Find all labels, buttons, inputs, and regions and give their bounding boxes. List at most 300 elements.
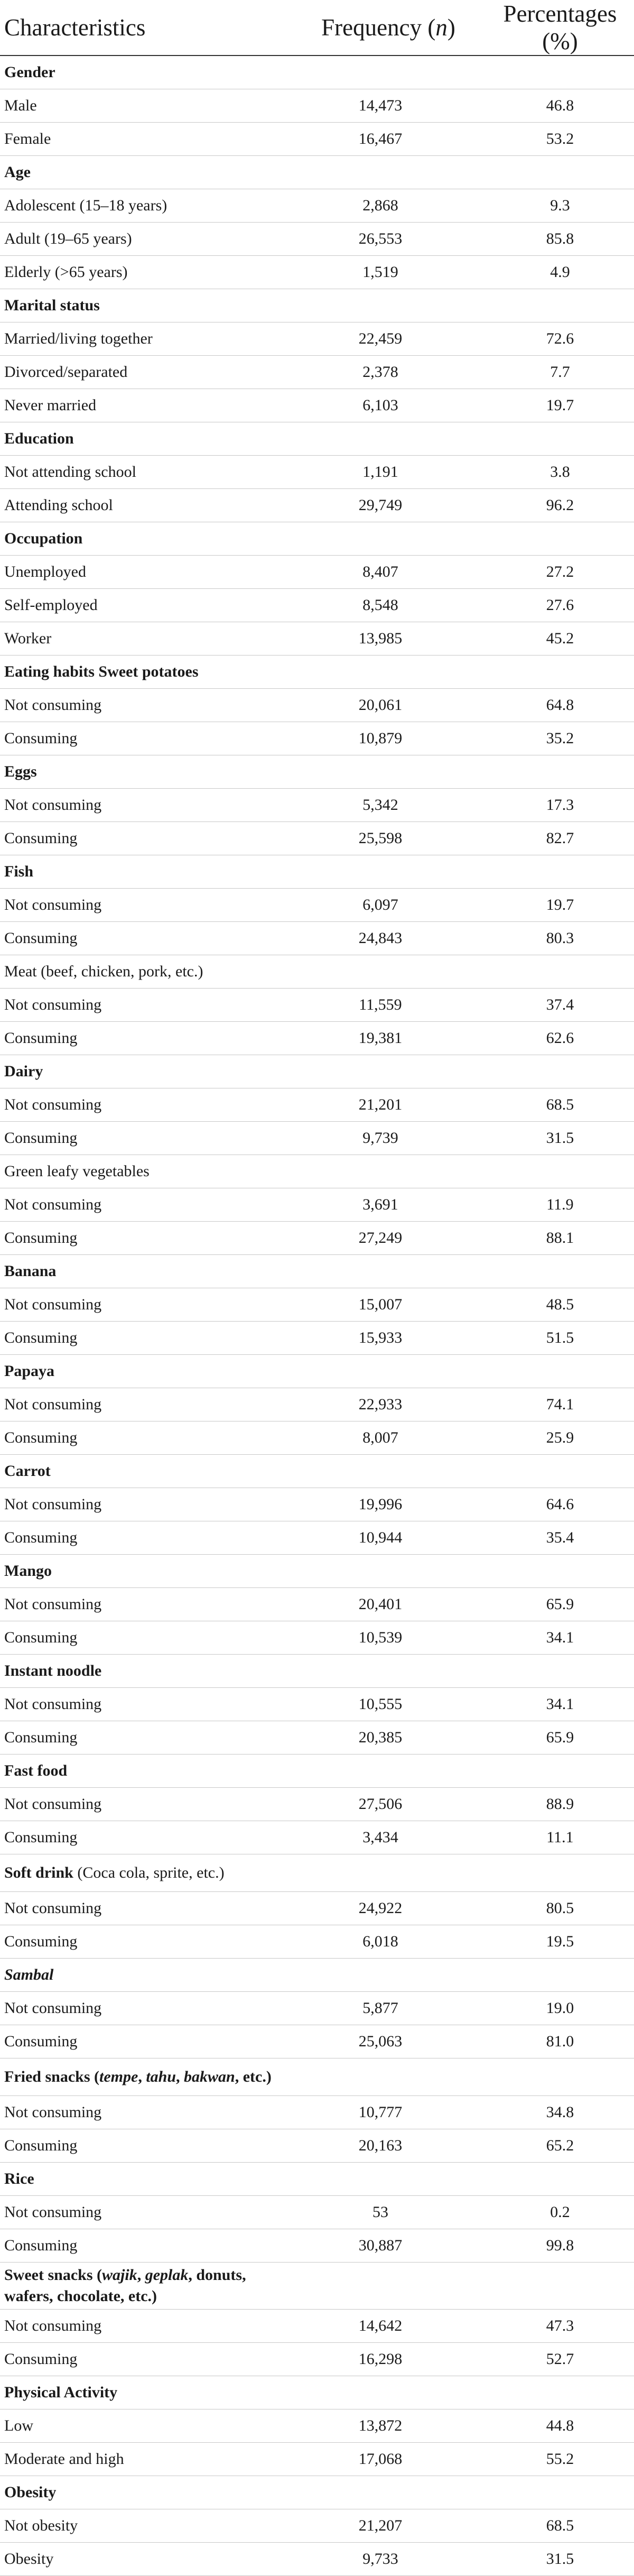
- percentage-cell: [465, 1854, 634, 1892]
- row-label: Consuming: [0, 722, 280, 755]
- header-percentages: Percentages (%): [465, 0, 634, 56]
- percentage-cell: 74.1: [465, 1388, 634, 1421]
- table-row: [0, 1992, 634, 2025]
- frequency-cell: 10,879: [280, 722, 465, 755]
- row-label: Not consuming: [0, 1388, 280, 1421]
- section-label: Dairy: [0, 1055, 280, 1088]
- section-header-row: [0, 2058, 634, 2096]
- table-row: [0, 322, 634, 356]
- percentage-cell: [465, 1959, 634, 1992]
- table-row: [0, 1088, 634, 1122]
- table-row: [0, 1892, 634, 1925]
- percentage-cell: 65.2: [465, 2129, 634, 2163]
- percentage-cell: [465, 2263, 634, 2310]
- section-label: Green leafy vegetables: [0, 1155, 280, 1188]
- table-row: [0, 2196, 634, 2229]
- table-row: [0, 622, 634, 655]
- frequency-cell: 22,933: [280, 1388, 465, 1421]
- percentage-cell: 80.5: [465, 1892, 634, 1925]
- table-row: [0, 2543, 634, 2576]
- table-row: [0, 1588, 634, 1621]
- percentage-cell: [465, 56, 634, 89]
- table-header-row: [0, 0, 634, 56]
- table-row: [0, 189, 634, 223]
- frequency-cell: 6,103: [280, 389, 465, 422]
- table-row: [0, 256, 634, 289]
- frequency-cell: [280, 156, 465, 189]
- section-header-row: [0, 2376, 634, 2409]
- frequency-cell: 20,061: [280, 689, 465, 722]
- frequency-cell: 21,207: [280, 2509, 465, 2543]
- frequency-cell: 14,473: [280, 89, 465, 123]
- table-row: [0, 1925, 634, 1959]
- section-header-row: [0, 1959, 634, 1992]
- section-header-row: [0, 289, 634, 322]
- percentage-cell: 46.8: [465, 89, 634, 123]
- percentage-cell: [465, 2163, 634, 2196]
- percentage-cell: 45.2: [465, 622, 634, 655]
- percentage-cell: [465, 1155, 634, 1188]
- section-label: Meat (beef, chicken, pork, etc.): [0, 955, 280, 989]
- frequency-cell: [280, 289, 465, 322]
- row-label: Self-employed: [0, 589, 280, 622]
- header-frequency-n: n: [435, 14, 447, 41]
- row-label: Consuming: [0, 1022, 280, 1055]
- frequency-cell: 17,068: [280, 2443, 465, 2476]
- frequency-cell: [280, 56, 465, 89]
- frequency-cell: 27,506: [280, 1788, 465, 1821]
- frequency-cell: 20,163: [280, 2129, 465, 2163]
- frequency-cell: 16,467: [280, 123, 465, 156]
- row-label: Attending school: [0, 489, 280, 522]
- percentage-cell: 88.1: [465, 1222, 634, 1255]
- row-label: Never married: [0, 389, 280, 422]
- row-label: Consuming: [0, 1122, 280, 1155]
- frequency-cell: 25,063: [280, 2025, 465, 2058]
- section-header-row: [0, 1555, 634, 1588]
- table-row: [0, 689, 634, 722]
- percentage-cell: [465, 955, 634, 989]
- row-label: Not consuming: [0, 1188, 280, 1222]
- section-header-row: [0, 522, 634, 556]
- table-row: [0, 1022, 634, 1055]
- row-label: Not consuming: [0, 689, 280, 722]
- percentage-cell: [465, 2376, 634, 2409]
- table-row: [0, 2129, 634, 2163]
- percentage-cell: [465, 422, 634, 456]
- frequency-cell: 3,691: [280, 1188, 465, 1222]
- frequency-cell: [280, 522, 465, 556]
- row-label: Moderate and high: [0, 2443, 280, 2476]
- percentage-cell: 9.3: [465, 189, 634, 223]
- frequency-cell: [280, 655, 465, 689]
- percentage-cell: 17.3: [465, 789, 634, 822]
- table-row: [0, 2096, 634, 2129]
- percentage-cell: 55.2: [465, 2443, 634, 2476]
- section-label: Soft drink (Coca cola, sprite, etc.): [0, 1854, 280, 1892]
- frequency-cell: [280, 2263, 465, 2310]
- frequency-cell: [280, 1055, 465, 1088]
- frequency-cell: 10,944: [280, 1521, 465, 1555]
- table-row: [0, 989, 634, 1022]
- frequency-cell: [280, 2376, 465, 2409]
- frequency-cell: 25,598: [280, 822, 465, 855]
- percentage-cell: 64.8: [465, 689, 634, 722]
- section-header-row: [0, 1055, 634, 1088]
- percentage-cell: [465, 855, 634, 889]
- section-label: Mango: [0, 1555, 280, 1588]
- percentage-cell: 19.7: [465, 389, 634, 422]
- frequency-cell: 27,249: [280, 1222, 465, 1255]
- section-label: Sambal: [0, 1959, 280, 1992]
- frequency-cell: 5,342: [280, 789, 465, 822]
- section-header-row: [0, 422, 634, 456]
- percentage-cell: [465, 755, 634, 789]
- row-label: Consuming: [0, 822, 280, 855]
- table-row: [0, 789, 634, 822]
- frequency-cell: 10,539: [280, 1621, 465, 1655]
- section-header-row: [0, 2263, 634, 2310]
- frequency-cell: [280, 1959, 465, 1992]
- frequency-cell: 24,922: [280, 1892, 465, 1925]
- table-row: [0, 1222, 634, 1255]
- table-row: [0, 1388, 634, 1421]
- row-label: Divorced/separated: [0, 356, 280, 389]
- percentage-cell: [465, 156, 634, 189]
- frequency-cell: 3,434: [280, 1821, 465, 1854]
- header-characteristics: Characteristics: [0, 0, 280, 56]
- percentage-cell: 72.6: [465, 322, 634, 356]
- header-frequency-close: ): [447, 14, 455, 41]
- frequency-cell: 24,843: [280, 922, 465, 955]
- section-header-row: [0, 955, 634, 989]
- table-row: [0, 2409, 634, 2443]
- percentage-cell: [465, 1655, 634, 1688]
- frequency-cell: 1,191: [280, 456, 465, 489]
- table-row: [0, 1122, 634, 1155]
- percentage-cell: 37.4: [465, 989, 634, 1022]
- percentage-cell: 25.9: [465, 1421, 634, 1455]
- table-row: [0, 356, 634, 389]
- row-label: Consuming: [0, 1421, 280, 1455]
- row-label: Not consuming: [0, 1992, 280, 2025]
- table-row: [0, 1721, 634, 1755]
- percentage-cell: 65.9: [465, 1588, 634, 1621]
- section-label: Rice: [0, 2163, 280, 2196]
- frequency-cell: 29,749: [280, 489, 465, 522]
- section-header-row: [0, 1355, 634, 1388]
- section-label: Banana: [0, 1255, 280, 1288]
- table-row: [0, 1188, 634, 1222]
- frequency-cell: [280, 1755, 465, 1788]
- table-row: [0, 722, 634, 755]
- table-row: [0, 589, 634, 622]
- frequency-cell: 9,733: [280, 2543, 465, 2576]
- percentage-cell: 35.2: [465, 722, 634, 755]
- table-row: [0, 489, 634, 522]
- row-label: Not consuming: [0, 2310, 280, 2343]
- percentage-cell: [465, 655, 634, 689]
- table-row: [0, 89, 634, 123]
- table-row: [0, 2443, 634, 2476]
- row-label: Consuming: [0, 1721, 280, 1755]
- percentage-cell: [465, 2476, 634, 2509]
- percentage-cell: 96.2: [465, 489, 634, 522]
- frequency-cell: 53: [280, 2196, 465, 2229]
- percentage-cell: 51.5: [465, 1322, 634, 1355]
- section-header-row: [0, 755, 634, 789]
- row-label: Not consuming: [0, 789, 280, 822]
- percentage-cell: 48.5: [465, 1288, 634, 1322]
- percentage-cell: 65.9: [465, 1721, 634, 1755]
- row-label: Not consuming: [0, 1892, 280, 1925]
- frequency-cell: 2,378: [280, 356, 465, 389]
- row-label: Consuming: [0, 1222, 280, 1255]
- percentage-cell: [465, 1255, 634, 1288]
- row-label: Worker: [0, 622, 280, 655]
- percentage-cell: [465, 2058, 634, 2096]
- table-row: [0, 1521, 634, 1555]
- frequency-cell: 26,553: [280, 223, 465, 256]
- frequency-cell: 14,642: [280, 2310, 465, 2343]
- table-row: [0, 2229, 634, 2263]
- frequency-cell: [280, 1355, 465, 1388]
- row-label: Not consuming: [0, 989, 280, 1022]
- section-label: Carrot: [0, 1455, 280, 1488]
- row-label: Not obesity: [0, 2509, 280, 2543]
- section-label: Gender: [0, 56, 280, 89]
- table-row: [0, 2310, 634, 2343]
- frequency-cell: 1,519: [280, 256, 465, 289]
- section-header-row: [0, 855, 634, 889]
- percentage-cell: 62.6: [465, 1022, 634, 1055]
- section-header-row: [0, 56, 634, 89]
- section-header-row: [0, 1655, 634, 1688]
- frequency-cell: 13,985: [280, 622, 465, 655]
- row-label: Not attending school: [0, 456, 280, 489]
- table-row: [0, 223, 634, 256]
- percentage-cell: [465, 1555, 634, 1588]
- table-row: [0, 889, 634, 922]
- percentage-cell: 53.2: [465, 123, 634, 156]
- table-row: [0, 1788, 634, 1821]
- table-row: [0, 1821, 634, 1854]
- frequency-cell: 10,777: [280, 2096, 465, 2129]
- frequency-cell: 19,996: [280, 1488, 465, 1521]
- row-label: Married/living together: [0, 322, 280, 356]
- percentage-cell: 31.5: [465, 2543, 634, 2576]
- frequency-cell: 22,459: [280, 322, 465, 356]
- frequency-cell: 8,407: [280, 556, 465, 589]
- table-row: [0, 123, 634, 156]
- section-header-row: [0, 1755, 634, 1788]
- frequency-cell: 19,381: [280, 1022, 465, 1055]
- percentage-cell: [465, 289, 634, 322]
- table-row: [0, 2509, 634, 2543]
- frequency-cell: 15,933: [280, 1322, 465, 1355]
- table-row: [0, 1621, 634, 1655]
- row-label: Obesity: [0, 2543, 280, 2576]
- percentage-cell: 27.6: [465, 589, 634, 622]
- percentage-cell: 88.9: [465, 1788, 634, 1821]
- frequency-cell: [280, 1155, 465, 1188]
- table-row: [0, 2343, 634, 2376]
- percentage-cell: 7.7: [465, 356, 634, 389]
- frequency-cell: 5,877: [280, 1992, 465, 2025]
- row-label: Not consuming: [0, 1788, 280, 1821]
- percentage-cell: [465, 1455, 634, 1488]
- frequency-cell: 2,868: [280, 189, 465, 223]
- row-label: Not consuming: [0, 1688, 280, 1721]
- frequency-cell: 8,548: [280, 589, 465, 622]
- row-label: Consuming: [0, 1521, 280, 1555]
- percentage-cell: 99.8: [465, 2229, 634, 2263]
- table-row: [0, 1288, 634, 1322]
- row-label: Not consuming: [0, 1288, 280, 1322]
- section-header-row: [0, 1155, 634, 1188]
- row-label: Consuming: [0, 922, 280, 955]
- section-label: Eggs: [0, 755, 280, 789]
- percentage-cell: 85.8: [465, 223, 634, 256]
- table-row: [0, 2025, 634, 2058]
- section-label: Obesity: [0, 2476, 280, 2509]
- percentage-cell: 19.5: [465, 1925, 634, 1959]
- percentage-cell: 31.5: [465, 1122, 634, 1155]
- percentage-cell: 52.7: [465, 2343, 634, 2376]
- section-label: Marital status: [0, 289, 280, 322]
- row-label: Consuming: [0, 1821, 280, 1854]
- section-label: Age: [0, 156, 280, 189]
- row-label: Adolescent (15–18 years): [0, 189, 280, 223]
- row-label: Consuming: [0, 1621, 280, 1655]
- percentage-cell: 35.4: [465, 1521, 634, 1555]
- row-label: Not consuming: [0, 1488, 280, 1521]
- header-frequency: [280, 0, 465, 56]
- frequency-cell: [280, 2476, 465, 2509]
- frequency-cell: [280, 1555, 465, 1588]
- percentage-cell: 11.9: [465, 1188, 634, 1222]
- frequency-cell: 6,018: [280, 1925, 465, 1959]
- frequency-cell: 20,385: [280, 1721, 465, 1755]
- row-label: Low: [0, 2409, 280, 2443]
- section-label: Education: [0, 422, 280, 456]
- section-label: Fried snacks (tempe, tahu, bakwan, etc.): [0, 2058, 280, 2096]
- table-row: [0, 1688, 634, 1721]
- row-label: Consuming: [0, 2343, 280, 2376]
- frequency-cell: 20,401: [280, 1588, 465, 1621]
- percentage-cell: [465, 1055, 634, 1088]
- percentage-cell: 47.3: [465, 2310, 634, 2343]
- row-label: Adult (19–65 years): [0, 223, 280, 256]
- row-label: Female: [0, 123, 280, 156]
- frequency-cell: 11,559: [280, 989, 465, 1022]
- row-label: Consuming: [0, 1322, 280, 1355]
- section-header-row: [0, 1255, 634, 1288]
- table-row: [0, 389, 634, 422]
- percentage-cell: 64.6: [465, 1488, 634, 1521]
- percentage-cell: 44.8: [465, 2409, 634, 2443]
- frequency-cell: 30,887: [280, 2229, 465, 2263]
- frequency-cell: [280, 1455, 465, 1488]
- percentage-cell: 0.2: [465, 2196, 634, 2229]
- row-label: Unemployed: [0, 556, 280, 589]
- section-header-row: [0, 1854, 634, 1892]
- section-header-row: [0, 156, 634, 189]
- row-label: Not consuming: [0, 889, 280, 922]
- percentage-cell: 4.9: [465, 256, 634, 289]
- frequency-cell: [280, 1255, 465, 1288]
- row-label: Not consuming: [0, 1588, 280, 1621]
- frequency-cell: [280, 755, 465, 789]
- row-label: Male: [0, 89, 280, 123]
- frequency-cell: 13,872: [280, 2409, 465, 2443]
- section-label: Papaya: [0, 1355, 280, 1388]
- frequency-cell: 8,007: [280, 1421, 465, 1455]
- row-label: Consuming: [0, 1925, 280, 1959]
- frequency-cell: 6,097: [280, 889, 465, 922]
- section-label: Fish: [0, 855, 280, 889]
- section-label: Fast food: [0, 1755, 280, 1788]
- percentage-cell: [465, 1355, 634, 1388]
- percentage-cell: 81.0: [465, 2025, 634, 2058]
- percentage-cell: 34.1: [465, 1621, 634, 1655]
- percentage-cell: 27.2: [465, 556, 634, 589]
- frequency-cell: 9,739: [280, 1122, 465, 1155]
- section-label: Instant noodle: [0, 1655, 280, 1688]
- section-header-row: [0, 2476, 634, 2509]
- table-row: [0, 1322, 634, 1355]
- frequency-cell: [280, 2058, 465, 2096]
- table-row: [0, 556, 634, 589]
- percentage-cell: 80.3: [465, 922, 634, 955]
- frequency-cell: [280, 422, 465, 456]
- frequency-cell: 16,298: [280, 2343, 465, 2376]
- frequency-cell: [280, 955, 465, 989]
- percentage-cell: 34.1: [465, 1688, 634, 1721]
- frequency-cell: [280, 1655, 465, 1688]
- section-label: Physical Activity: [0, 2376, 280, 2409]
- percentage-cell: 11.1: [465, 1821, 634, 1854]
- header-frequency-label: Frequency (: [321, 14, 436, 41]
- table-row: [0, 1488, 634, 1521]
- frequency-cell: 10,555: [280, 1688, 465, 1721]
- row-label: Not consuming: [0, 2196, 280, 2229]
- table-row: [0, 456, 634, 489]
- frequency-cell: 15,007: [280, 1288, 465, 1322]
- section-label: Eating habits Sweet potatoes: [0, 655, 280, 689]
- table-row: [0, 1421, 634, 1455]
- section-label: Occupation: [0, 522, 280, 556]
- frequency-cell: 21,201: [280, 1088, 465, 1122]
- row-label: Not consuming: [0, 1088, 280, 1122]
- section-label: Sweet snacks (wajik, geplak, donuts, wafers, chocolate, etc.): [0, 2263, 280, 2310]
- percentage-cell: [465, 1755, 634, 1788]
- section-header-row: [0, 2163, 634, 2196]
- table-body: [0, 56, 634, 2576]
- percentage-cell: 68.5: [465, 1088, 634, 1122]
- section-header-row: [0, 1455, 634, 1488]
- percentage-cell: 19.7: [465, 889, 634, 922]
- percentage-cell: [465, 522, 634, 556]
- row-label: Consuming: [0, 2129, 280, 2163]
- frequency-cell: [280, 1854, 465, 1892]
- row-label: Elderly (>65 years): [0, 256, 280, 289]
- frequency-cell: [280, 855, 465, 889]
- percentage-cell: 68.5: [465, 2509, 634, 2543]
- percentage-cell: 19.0: [465, 1992, 634, 2025]
- percentage-cell: 3.8: [465, 456, 634, 489]
- frequency-cell: [280, 2163, 465, 2196]
